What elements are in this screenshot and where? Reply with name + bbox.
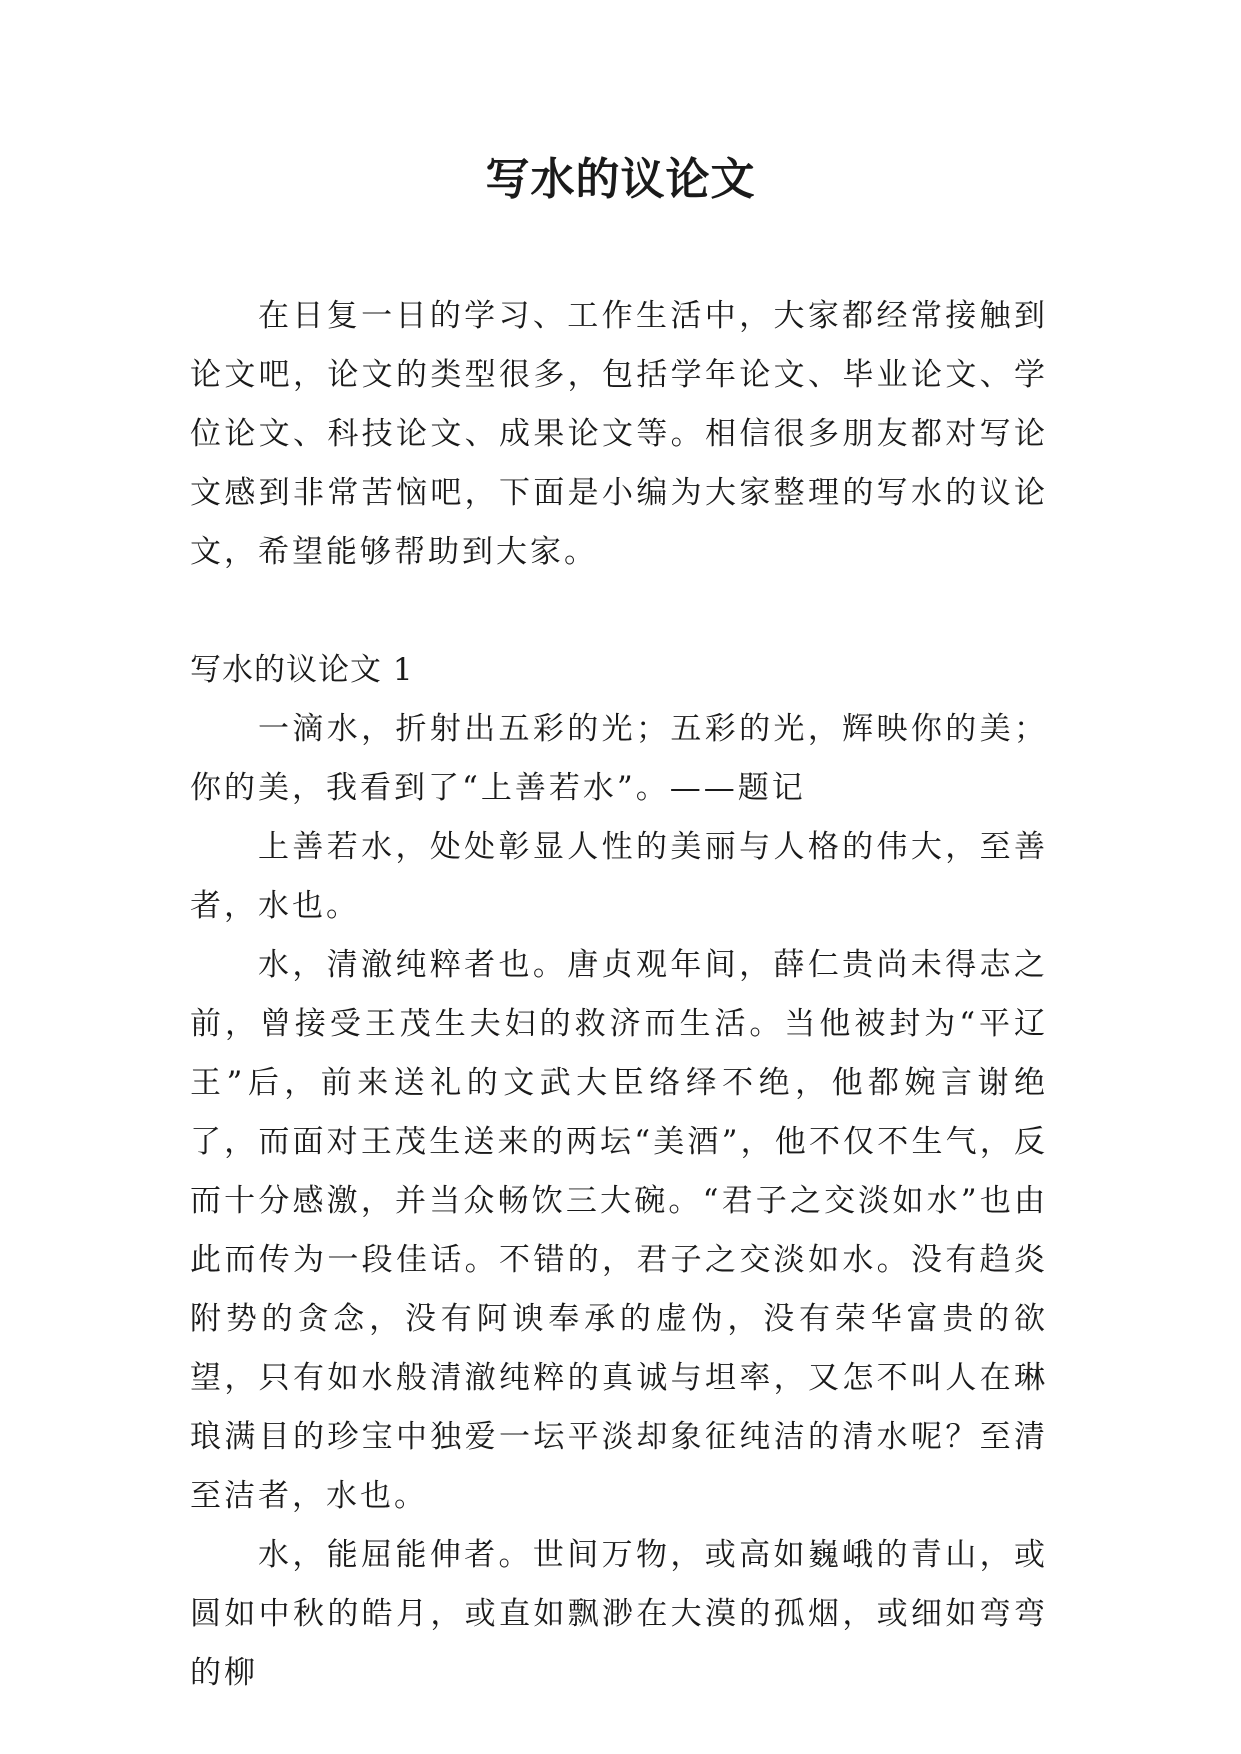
intro-paragraph: 在日复一日的学习、工作生活中，大家都经常接触到论文吧，论文的类型很多，包括学年论文、毕业论文、学位论文、科技论文、成果论文等。相信很多朋友都对写论文感到非常苦恼吧，下面是小编为大家整理的写水的议论文，希望能够帮助到大家。 (190, 298, 1048, 570)
section-heading: 写水的议论文 1 (190, 652, 414, 688)
body-paragraph: 水，清澈纯粹者也。唐贞观年间，薛仁贵尚未得志之前，曾接受王茂生夫妇的救济而生活。当他被封为“平辽王”后，前来送礼的文武大臣络绎不绝，他都婉言谢绝了，而面对王茂生送来的两坛“美酒”，他不仅不生气，反而十分感激，并当众畅饮三大碗。“君子之交淡如水”也由此而传为一段佳话。不错的，君子之交淡如水。没有趋炎附势的贪念，没有阿谀奉承的虚伪，没有荣华富贵的欲望，只有如水般清澈纯粹的真诚与坦率，又怎不叫人在琳琅满目的珍宝中独爱一坛平淡却象征纯洁的清水呢？至清至洁者，水也。 (190, 947, 1048, 1514)
spacer (190, 582, 1048, 641)
document-body (190, 287, 1048, 1703)
document-title: 写水的议论文 (485, 154, 756, 205)
body-paragraph: 上善若水，处处彰显人性的美丽与人格的伟大，至善者，水也。 (190, 829, 1048, 924)
body-paragraph: 一滴水，折射出五彩的光；五彩的光，辉映你的美；你的美，我看到了“上善若水”。——题记 (190, 711, 1048, 806)
body-paragraph: 水，能屈能伸者。世间万物，或高如巍峨的青山，或圆如中秋的皓月，或直如飘渺在大漠的孤烟，或细如弯弯的柳 (190, 1537, 1048, 1691)
